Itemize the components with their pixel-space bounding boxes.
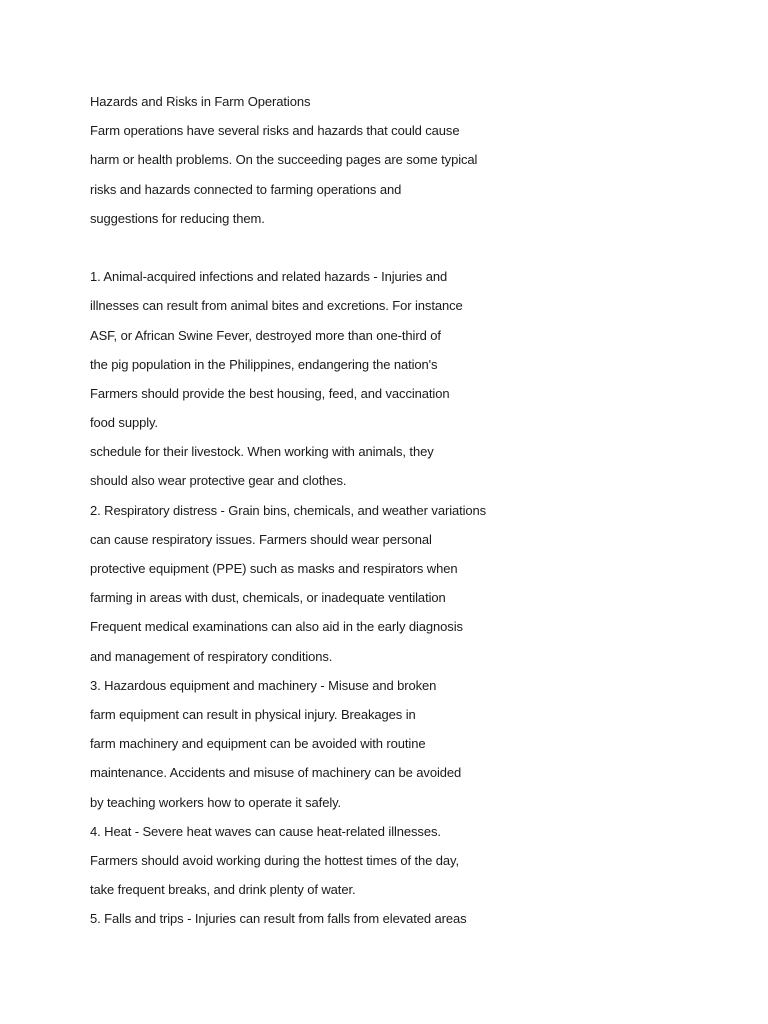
text-line: Farmers should provide the best housing, feed, and vaccination <box>90 385 450 401</box>
blank-line <box>90 233 730 262</box>
text-line: farm equipment can result in physical injury. Breakages in <box>90 706 416 722</box>
text-line: maintenance. Accidents and misuse of machinery can be avoided <box>90 765 462 781</box>
text-line: and management of respiratory conditions. <box>90 648 333 664</box>
text-line: take frequent breaks, and drink plenty of water. <box>90 882 356 898</box>
text-line: 1. Animal-acquired infections and related hazards - Injuries and <box>90 269 448 285</box>
text-line: 3. Hazardous equipment and machinery - Misuse and broken <box>90 677 437 693</box>
text-line: farming in areas with dust, chemicals, or inadequate ventilation <box>90 590 446 606</box>
text-line: food supply. <box>90 415 158 431</box>
text-line: the pig population in the Philippines, endangering the nation's <box>90 356 438 372</box>
text-line: 2. Respiratory distress - Grain bins, chemicals, and weather variations <box>90 502 487 518</box>
text-line: should also wear protective gear and clothes. <box>90 473 347 489</box>
text-line: by teaching workers how to operate it safely. <box>90 794 342 810</box>
text-line: can cause respiratory issues. Farmers should wear personal <box>90 531 432 547</box>
text-line: schedule for their livestock. When working with animals, they <box>90 444 434 460</box>
text-line: suggestions for reducing them. <box>90 210 265 226</box>
text-line: farm machinery and equipment can be avoided with routine <box>90 736 426 752</box>
text-line: 5. Falls and trips - Injuries can result from falls from elevated areas <box>90 911 467 927</box>
text-line: illnesses can result from animal bites and excretions. For instance <box>90 298 463 314</box>
text-line: Frequent medical examinations can also aid in the early diagnosis <box>90 619 463 635</box>
text-line: harm or health problems. On the succeeding pages are some typical <box>90 152 478 168</box>
text-line: Farmers should avoid working during the hottest times of the day, <box>90 852 460 868</box>
text-line: ASF, or African Swine Fever, destroyed more than one-third of <box>90 327 441 343</box>
text-line: Farm operations have several risks and hazards that could cause <box>90 123 460 139</box>
document-body <box>90 87 730 933</box>
document-title: Hazards and Risks in Farm Operations <box>90 94 311 109</box>
text-line: protective equipment (PPE) such as masks and respirators when <box>90 561 458 576</box>
text-line: 4. Heat - Severe heat waves can cause heat-related illnesses. <box>90 823 441 839</box>
text-line: risks and hazards connected to farming operations and <box>90 181 402 197</box>
